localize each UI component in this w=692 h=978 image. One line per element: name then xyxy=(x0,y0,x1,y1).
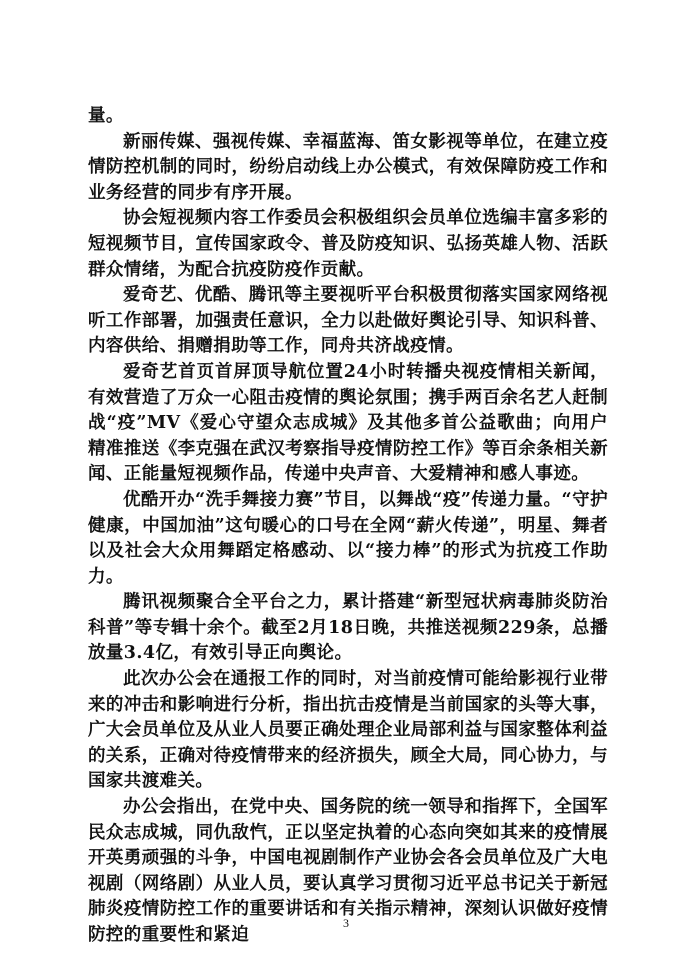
paragraph-short-video-committee: 协会短视频内容工作委员会积极组织会员单位选编丰富多彩的短视频节目，宣传国家政令、普及防疫知识、弘扬英雄人物、活跃群众情绪，为配合抗疫防疫作贡献。 xyxy=(88,208,608,280)
paragraph-youku: 优酷开办“洗手舞接力赛”节目，以舞战“疫”传递力量。“守护健康，中国加油”这句暖心的口号在全网“薪火传递”，明星、舞者以及社会大众用舞蹈定格感动、以“接力棒”的形式为抗疫工作助力。 xyxy=(88,489,608,587)
paragraph-tencent: 腾讯视频聚合全平台之力，累计搭建“新型冠状病毒肺炎防治科普”等专辑十余个。截至2月18日晚，共推送视频229条，总播放量3.4亿，有效引导正向舆论。 xyxy=(88,592,608,664)
document-body xyxy=(88,104,608,949)
paragraph-iqiyi: 爱奇艺首页首屏顶导航位置24小时转播央视疫情相关新闻，有效营造了万众一心阻击疫情的舆论氛围；携手两百余名艺人赶制战“疫”MV《爱心守望众志成城》及其他多首公益歌曲；向用户精准推送《李克强在武汉考察指导疫情防控工作》等百余条相关新闻、正能量短视频作品，传递中央声音、大爱精神和感人事迹。 xyxy=(88,361,608,485)
paragraph-platforms: 爱奇艺、优酷、腾讯等主要视听平台积极贯彻落实国家网络视听工作部署，加强责任意识，全力以赴做好舆论引导、知识科普、内容供给、捐赠捐助等工作，同舟共济战疫情。 xyxy=(88,285,608,357)
paragraph-meeting-conclusion: 办公会指出，在党中央、国务院的统一领导和指挥下，全国军民众志成城，同仇敌忾，正以坚定执着的心态向突如其来的疫情展开英勇顽强的斗争，中国电视剧制作产业协会各会员单位及广大电视剧（网络剧）从业人员，要认真学习贯彻习近平总书记关于新冠肺炎疫情防控工作的重要讲话和有关指示精神，深刻认识做好疫情防控的重要性和紧迫 xyxy=(88,797,608,945)
paragraph-continuation: 量。 xyxy=(88,106,124,126)
page-number: 3 xyxy=(343,916,349,930)
paragraph-media-companies: 新丽传媒、强视传媒、幸福蓝海、笛女影视等单位，在建立疫情防控机制的同时，纷纷启动线上办公模式，有效保障防疫工作和业务经营的同步有序开展。 xyxy=(88,131,608,203)
paragraph-analysis: 此次办公会在通报工作的同时，对当前疫情可能给影视行业带来的冲击和影响进行分析，指出抗击疫情是当前国家的头等大事，广大会员单位及从业人员要正确处理企业局部利益与国家整体利益的关系，正确对待疫情带来的经济损失，顾全大局，同心协力，与国家共渡难关。 xyxy=(88,669,608,792)
